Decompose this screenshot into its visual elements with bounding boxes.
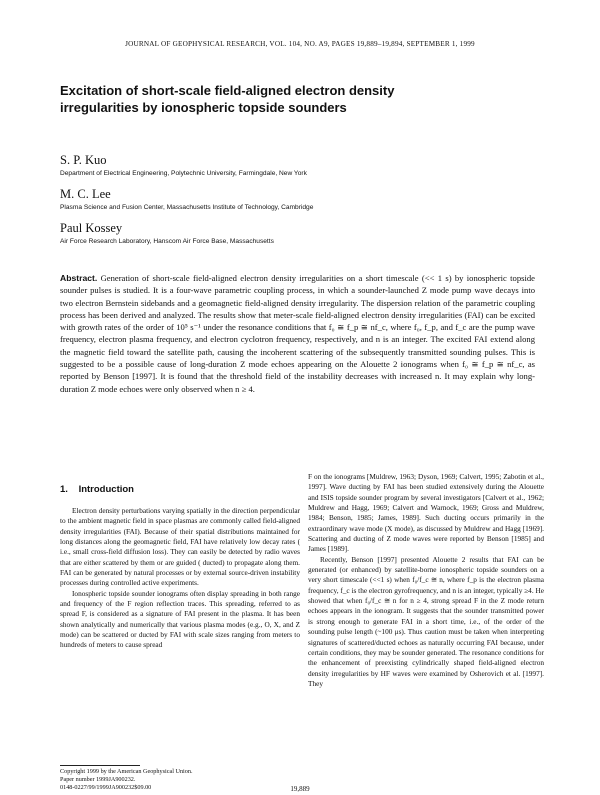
footnote-divider xyxy=(60,765,140,766)
author-affiliation: Air Force Research Laboratory, Hanscom Air Force Base, Massachusetts xyxy=(60,238,274,245)
right-column xyxy=(308,472,544,689)
title-line-2: irregularities by ionospheric topside sounders xyxy=(60,100,347,115)
author-affiliation: Department of Electrical Engineering, Polytechnic University, Farmingdale, New York xyxy=(60,170,307,177)
section-heading xyxy=(60,484,134,495)
paragraph: F on the ionograms [Muldrew, 1963; Dyson, 1969; Calvert, 1995; Zabotin et al., 1997]. Wave ducting by FAI has been studied extensively during the Alouette and ISIS topside sounder program by several investigators [Calvert et al., 1962; Muldrew and Hagg, 1969; Calvert and Warnock, 1969; Gross and Muldrew, 1984; Benson, 1985; James, 1989]. Such ducting occurs primarily in the extraordinary wave mode (X mode), as discussed by Muldrew and Hagg [1969]. Scattering and ducting of Z mode waves were reported by Benson [1985] and James [1989]. xyxy=(308,472,544,554)
abstract-text: Generation of short-scale field-aligned electron density irregularities on a short timescale (<< 1 s) by ionospheric topside sounder pulses is studied. It is a four-wave parametric coupling process, in which a sounder-launched Z mode pump wave decays into two electron Bernstein sidebands and a geomagnetic field-aligned density irregularity. The dispersion relation of the parametric coupling process has been derived and analyzed. The results show that meter-scale field-aligned electron density irregularities (FAI) can be excited with growth rates of the order of 10⁵ s⁻¹ under the resonance conditions that f₀ ≅ f_p ≅ nf_c, where f₀, f_p, and f_c are the pump wave frequency, electron plasma frequency, and electron cyclotron frequency, respectively, and n is an integer. The excited FAI extend along the magnetic field toward the satellite path, causing the incoherent scattering of the subsequently transmitted sounding pulses. This is suggested to be a possible cause of long-duration Z mode echoes appearing on the Alouette 2 ionograms when f₀ ≅ f_p ≅ nf_c, as reported by Benson [1997]. It is found that the threshold field of the instability decreases with increased n. It may explain why long-duration Z mode echoes were only observed when n ≥ 4. xyxy=(60,273,535,394)
paper-number: Paper number 1999JA900232. xyxy=(60,776,136,783)
author-name: M. C. Lee xyxy=(60,187,111,201)
section-title: Introduction xyxy=(78,484,134,495)
paragraph: Electron density perturbations varying spatially in the direction perpendicular to the ambient magnetic field in space plasmas are commonly called field-aligned density irregularities (FAI). Because of their spatial distributions maintained for long distances along the geomagnetic field, FAI have relatively low decay rates ( i.e., small cross-field diffusion loss). They can easily be detected by radio waves that are either scattered by them or are guided ( ducted) to propagate along them. FAI can be generated by natural processes or by external source-driven instability processes during controlled active experiments. xyxy=(60,506,300,588)
title-line-1: Excitation of short-scale field-aligned electron density xyxy=(60,83,395,98)
author-name: Paul Kossey xyxy=(60,221,123,235)
running-head: JOURNAL OF GEOPHYSICAL RESEARCH, VOL. 104, NO. A9, PAGES 19,889–19,894, SEPTEMBER 1, 1999 xyxy=(125,40,475,48)
author-affiliation: Plasma Science and Fusion Center, Massachusetts Institute of Technology, Cambridge xyxy=(60,204,314,211)
abstract-label: Abstract. xyxy=(60,273,98,283)
issn-code: 0148-0227/99/1999JA900232$09.00 xyxy=(60,784,152,791)
abstract xyxy=(60,272,535,395)
paper-title xyxy=(60,82,530,116)
page-number: 19,889 xyxy=(290,785,310,793)
paragraph: Recently, Benson [1997] presented Alouette 2 results that FAI can be generated (or enhanced) by satellite-borne ionospheric topside sounders on a very short timescale (<<1 s) when f₀/f_c ≅ n, where f_p is the electron plasma frequency, f_c is the electron gyrofrequency, and n is an integer, typically ≥4. He showed that when f₀/f_c ≅ n for n ≥ 4, strong spread F in the Z mode return echoes appears in the ionogram. It suggests that the sounder transmitted power is strong enough to generate FAI in a short time, i.e., of the order of the sounding pulse length (~100 μs). Thus caution must be taken when interpreting signatures of scattered/ducted echoes as naturally occurring FAI because, under certain conditions, they may be sounder generated. The resonance conditions for the enhancement of preexisting cylindrically shaped field-aligned electron density irregularities by HF waves were examined by Osherovich et al. [1997]. They xyxy=(308,554,544,688)
copyright-note: Copyright 1999 by the American Geophysical Union. xyxy=(60,768,193,775)
author-name: S. P. Kuo xyxy=(60,153,107,167)
section-number: 1. xyxy=(60,484,68,495)
left-column xyxy=(60,506,300,651)
paragraph: Ionospheric topside sounder ionograms often display spreading in both range and frequency of the F region reflection traces. This spreading, referred to as spread F, is considered as a signature of FAI present in the plasma. It has been shown analytically and numerically that various plasma modes (e.g., O, X, and Z mode) can be scattered or ducted by FAI with scale sizes ranging from meters to hundreds of meters to cause spread xyxy=(60,588,300,650)
